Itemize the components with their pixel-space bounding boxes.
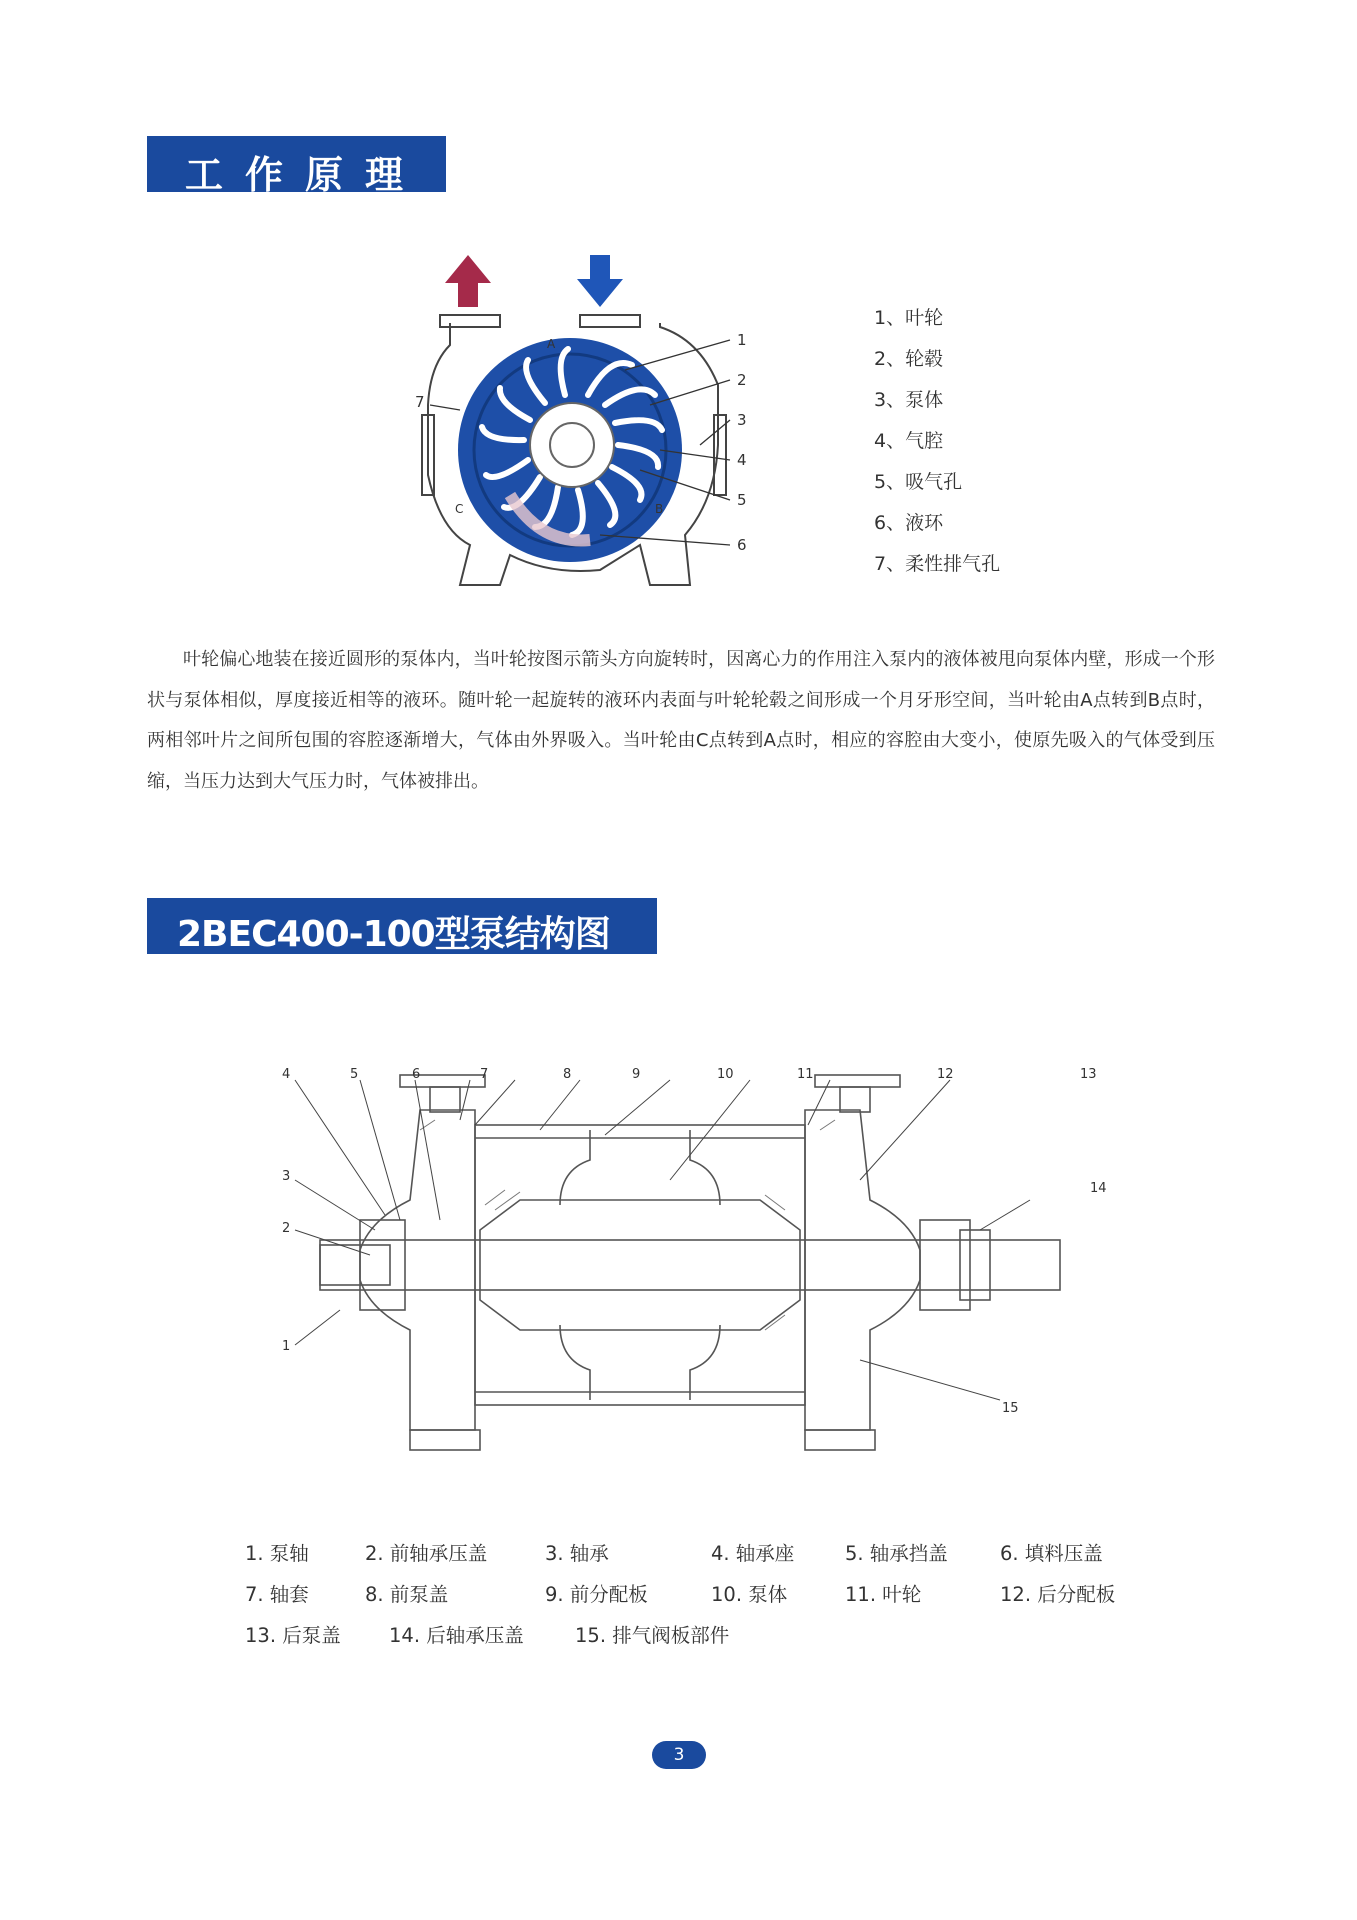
diagram2-label-2: 2 [282,1221,291,1236]
diagram2-label-10: 10 [717,1067,734,1082]
diagram1-label-5: 5 [737,491,747,509]
section-title-banner-structure [147,898,657,954]
diagram2-label-13: 13 [1080,1067,1097,1082]
legend1-item: 5、吸气孔 [874,471,963,493]
diagram2-label-9: 9 [632,1067,641,1082]
page-number: 3 [652,1741,706,1769]
diagram2-label-15: 15 [1002,1401,1019,1416]
section-title-working-principle: 工作原理 [185,153,426,197]
legend2-item: 15. 排气阀板部件 [575,1624,730,1647]
diagram2-label-7: 7 [480,1067,489,1082]
diagram2-label-6: 6 [412,1067,421,1082]
diagram2-label-5: 5 [350,1067,359,1082]
legend2-item: 11. 叶轮 [845,1583,922,1606]
diagram2-label-4: 4 [282,1067,291,1082]
outlet-arrow-icon [445,255,491,307]
diagram2-label-11: 11 [797,1067,814,1082]
legend2-item: 10. 泵体 [711,1583,788,1606]
legend2-item: 14. 后轴承压盖 [389,1624,524,1647]
parts-legend-2 [245,1538,1145,1661]
diagram2-label-1: 1 [282,1339,291,1354]
legend2-item: 3. 轴承 [545,1542,609,1565]
diagram1-label-7: 7 [415,393,425,411]
pump-cross-section-diagram [400,245,780,595]
legend1-item: 4、气腔 [874,430,944,452]
legend2-item: 9. 前分配板 [545,1583,648,1606]
diagram2-label-14: 14 [1090,1181,1107,1196]
pump-structure-drawing [260,1030,1120,1500]
working-principle-paragraph: 叶轮偏心地装在接近圆形的泵体内，当叶轮按图示箭头方向旋转时，因离心力的作用注入泵内的液体被甩向泵体内壁，形成一个形状与泵体相似，厚度接近相等的液环。随叶轮一起旋转的液环内表面与叶轮轮毂之间形成一个月牙形空间，当叶轮由A点转到B点时，两相邻叶片之间所包围的容腔逐渐增大，气体由外界吸入。当叶轮由C点转到A点时，相应的容腔由大变小，使原先吸入的气体受到压缩，当压力达到大气压力时，气体被排出。 [147,649,1215,792]
diagram1-point-c: C [455,502,464,516]
diagram1-point-b: B [655,502,664,516]
diagram2-label-12: 12 [937,1067,954,1082]
legend2-item: 7. 轴套 [245,1583,309,1606]
legend2-item: 1. 泵轴 [245,1542,309,1565]
legend2-item: 13. 后泵盖 [245,1624,341,1647]
diagram1-label-6: 6 [737,536,747,554]
legend1-item: 7、柔性排气孔 [874,553,1001,575]
diagram1-label-4: 4 [737,451,747,469]
diagram1-label-3: 3 [737,411,747,429]
diagram2-label-3: 3 [282,1169,291,1184]
diagram1-label-2: 2 [737,371,747,389]
legend2-item: 4. 轴承座 [711,1542,795,1565]
diagram2-label-8: 8 [563,1067,572,1082]
legend1-item: 6、液环 [874,512,944,534]
parts-legend-1 [874,298,1000,585]
legend1-item: 1、叶轮 [874,307,944,329]
legend1-item: 3、泵体 [874,389,944,411]
legend2-item: 12. 后分配板 [1000,1583,1116,1606]
legend2-item: 8. 前泵盖 [365,1583,449,1606]
legend2-item: 2. 前轴承压盖 [365,1542,488,1565]
legend1-item: 2、轮毂 [874,348,944,370]
legend2-item: 5. 轴承挡盖 [845,1542,948,1565]
legend2-item: 6. 填料压盖 [1000,1542,1103,1565]
section-title-structure: 2BEC400-100型泵结构图 [177,914,610,955]
inlet-arrow-icon [577,255,623,307]
diagram1-point-a: A [547,337,556,351]
diagram1-label-1: 1 [737,331,747,349]
section-title-banner-working-principle [147,136,446,197]
